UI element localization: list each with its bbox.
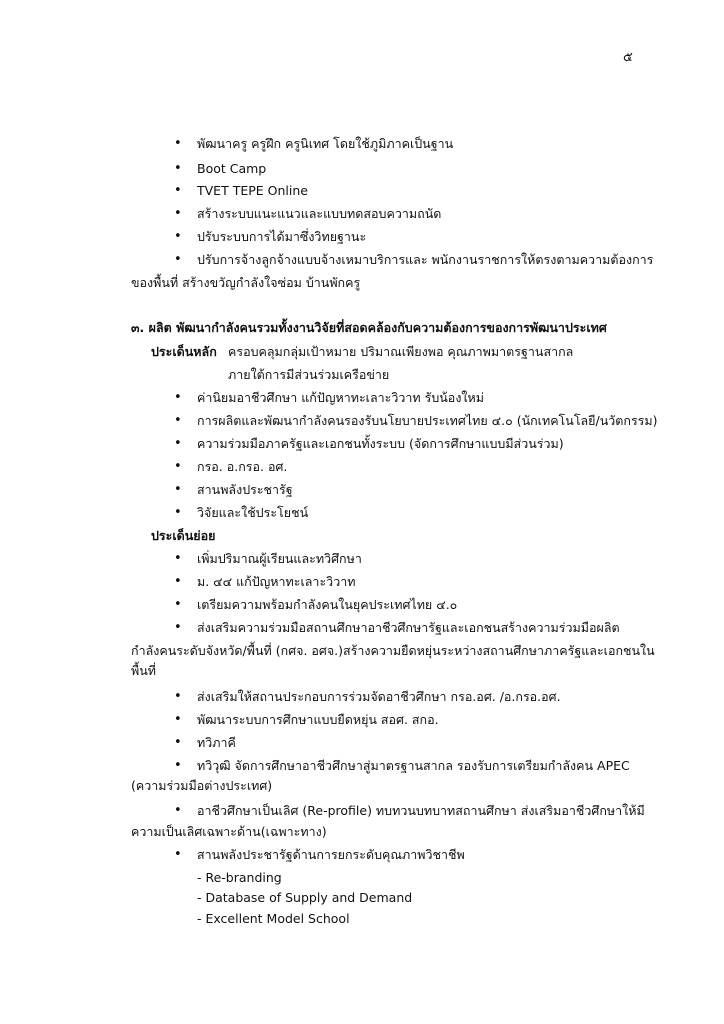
list-item: สร้างระบบแนะแนวและแบบทดสอบความถนัด	[197, 206, 442, 221]
bullet-icon: •	[174, 597, 182, 612]
bullet-icon: •	[174, 436, 182, 451]
list-item: พัฒนาระบบการศึกษาแบบยืดหยุ่น สอศ. สกอ.	[197, 712, 439, 727]
bullet-icon: •	[174, 413, 182, 428]
section-heading: ๓. ผลิต พัฒนากำลังคนรวมทั้งงานวิจัยที่สอดคล้องกับความต้องการของการพัฒนาประเทศ	[131, 320, 607, 335]
list-item: Boot Camp	[197, 161, 267, 176]
list-item: ค่านิยมอาชีวศึกษา แก้ปัญหาทะเลาะวิวาท รับน้องใหม่	[197, 390, 484, 405]
dash-item: - Excellent Model School	[197, 911, 350, 926]
bullet-icon: •	[174, 183, 182, 198]
list-item: ความร่วมมือภาครัฐและเอกชนทั้งระบบ (จัดการศึกษาแบบมีส่วนร่วม)	[197, 436, 564, 451]
list-item-continuation: (ความร่วมมือต่างประเทศ)	[131, 778, 273, 793]
dash-item: - Database of Supply and Demand	[197, 890, 413, 905]
bullet-icon: •	[174, 161, 182, 176]
list-item: เตรียมความพร้อมกำลังคนในยุคประเทศไทย ๔.๐	[197, 597, 458, 612]
list-item: ปรับระบบการได้มาซึ่งวิทยฐานะ	[197, 229, 367, 244]
list-item: ส่งเสริมให้สถานประกอบการร่วมจัดอาชีวศึกษา กรอ.อศ. /อ.กรอ.อศ.	[197, 689, 561, 704]
bullet-icon: •	[174, 735, 182, 750]
bullet-icon: •	[174, 551, 182, 566]
list-item: พัฒนาครู ครูฝึก ครูนิเทศ โดยใช้ภูมิภาคเป็นฐาน	[197, 136, 454, 151]
list-item: ปรับการจ้างลูกจ้างแบบจ้างเหมาบริการและ พนักงานราชการให้ตรงตามความต้องการ	[197, 252, 654, 267]
list-item-continuation: ความเป็นเลิศเฉพาะด้าน(เฉพาะทาง)	[131, 824, 327, 839]
list-item: ทวิภาคี	[197, 735, 236, 750]
main-issue-text: ครอบคลุมกลุ่มเป้าหมาย ปริมาณเพียงพอ คุณภาพมาตรฐานสากล	[228, 344, 574, 359]
main-issue-label: ประเด็นหลัก	[151, 344, 217, 359]
bullet-icon: •	[174, 803, 182, 818]
list-item: วิจัยและใช้ประโยชน์	[197, 505, 309, 520]
bullet-icon: •	[174, 505, 182, 520]
list-item: สานพลังประชารัฐด้านการยกระดับคุณภาพวิชาชีพ	[197, 847, 465, 862]
list-item-continuation: ของพื้นที่ สร้างขวัญกำลังใจซ่อม บ้านพักครู	[131, 275, 361, 290]
bullet-icon: •	[174, 136, 182, 151]
list-item: การผลิตและพัฒนากำลังคนรองรับนโยบายประเทศไทย ๔.๐ (นักเทคโนโลยี/นวัตกรรม)	[197, 413, 658, 428]
list-item: TVET TEPE Online	[197, 183, 308, 198]
list-item: ม. ๔๔ แก้ปัญหาทะเลาะวิวาท	[197, 574, 356, 589]
page-number: ๕	[623, 50, 633, 65]
bullet-icon: •	[174, 689, 182, 704]
list-item: อาชีวศึกษาเป็นเลิศ (Re-profile) ทบทวนบทบาทสถานศึกษา ส่งเสริมอาชีวศึกษาให้มี	[197, 803, 645, 818]
bullet-icon: •	[174, 574, 182, 589]
list-item: กรอ. อ.กรอ. อศ.	[197, 459, 288, 474]
bullet-icon: •	[174, 847, 182, 862]
bullet-icon: •	[174, 206, 182, 221]
sub-issue-label: ประเด็นย่อย	[151, 528, 216, 543]
bullet-icon: •	[174, 390, 182, 405]
bullet-icon: •	[174, 758, 182, 773]
bullet-icon: •	[174, 712, 182, 727]
bullet-icon: •	[174, 229, 182, 244]
list-item-continuation: กำลังคนระดับจังหวัด/พื้นที่ (กศจ. อศจ.)สร้างความยืดหยุ่นระหว่างสถานศึกษาภาครัฐและเอกชนใน	[131, 643, 655, 658]
list-item-continuation: พื้นที่	[131, 663, 157, 678]
list-item: ทวิวุฒิ จัดการศึกษาอาชีวศึกษาสู่มาตรฐานสากล รองรับการเตรียมกำลังคน APEC	[197, 758, 630, 773]
bullet-icon: •	[174, 482, 182, 497]
main-issue-text-cont: ภายใต้การมีส่วนร่วมเครือข่าย	[228, 367, 390, 382]
bullet-icon: •	[174, 252, 182, 267]
bullet-icon: •	[174, 620, 182, 635]
list-item: เพิ่มปริมาณผู้เรียนและทวิศึกษา	[197, 551, 362, 566]
list-item: ส่งเสริมความร่วมมือสถานศึกษาอาชีวศึกษารัฐและเอกชนสร้างความร่วมมือผลิต	[197, 620, 620, 635]
bullet-icon: •	[174, 459, 182, 474]
dash-item: - Re-branding	[197, 870, 282, 885]
list-item: สานพลังประชารัฐ	[197, 482, 293, 497]
